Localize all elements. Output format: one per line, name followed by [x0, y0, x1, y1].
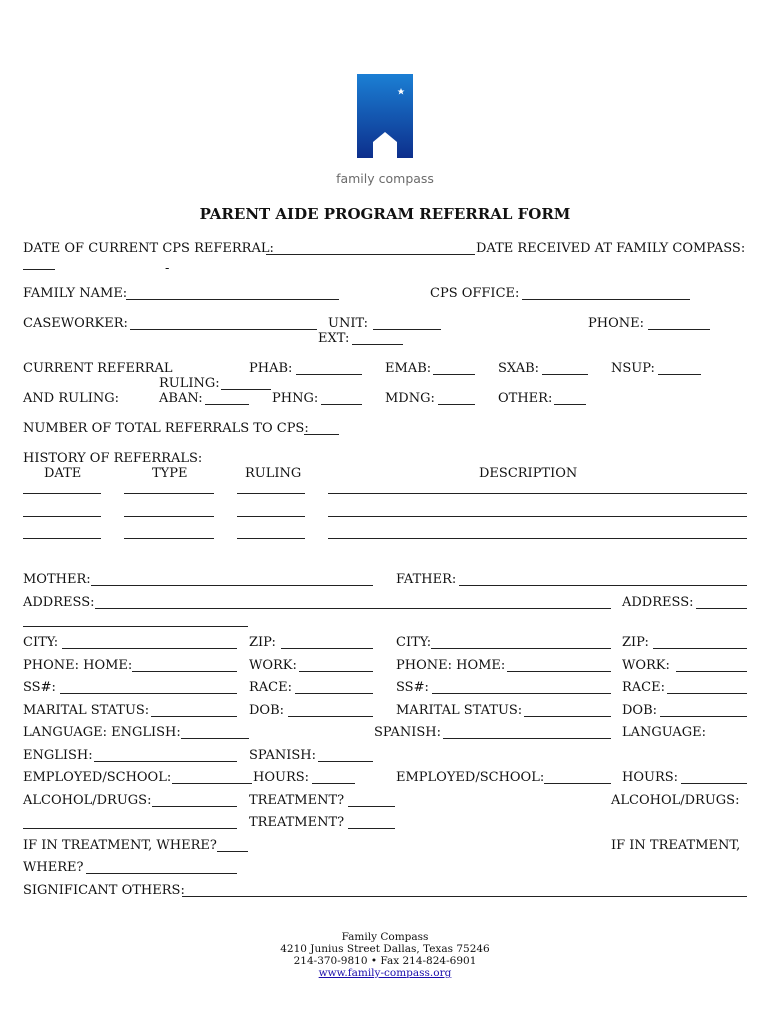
address2-field[interactable] — [696, 608, 747, 609]
race-field[interactable] — [295, 693, 373, 694]
zip-field[interactable] — [281, 648, 373, 649]
language-english-field[interactable] — [181, 738, 249, 739]
marital2-field[interactable] — [524, 716, 611, 717]
where-label: WHERE? — [23, 860, 84, 875]
aban-label: ABAN: — [159, 391, 203, 406]
zip-label: ZIP: — [249, 635, 276, 650]
city-field[interactable] — [62, 648, 237, 649]
address2-label: ADDRESS: — [622, 595, 694, 610]
dash-text: - — [165, 261, 170, 276]
nsup-field[interactable] — [658, 374, 701, 375]
mdng-field[interactable] — [438, 404, 475, 405]
if-treatment-label: IF IN TREATMENT, WHERE? — [23, 838, 217, 853]
mdng-label: MDNG: — [385, 391, 435, 406]
father-label: FATHER: — [396, 572, 457, 587]
treatment-field[interactable] — [348, 806, 395, 807]
family-name-label: FAMILY NAME: — [23, 286, 128, 301]
phone-home2-field[interactable] — [507, 671, 611, 672]
date-received-label: DATE RECEIVED AT FAMILY COMPASS: — [476, 241, 746, 256]
brand-name: family compass — [336, 171, 434, 186]
total-referrals-label: NUMBER OF TOTAL REFERRALS TO CPS: — [23, 421, 309, 436]
work-label: WORK: — [249, 658, 297, 673]
dob2-label: DOB: — [622, 703, 658, 718]
address-continued-field[interactable] — [23, 626, 248, 627]
alcohol-field[interactable] — [152, 806, 237, 807]
ss2-field[interactable] — [432, 693, 611, 694]
work2-field[interactable] — [676, 671, 747, 672]
ss-label: SS#: — [23, 680, 56, 695]
ext-label: EXT: — [318, 331, 350, 346]
dob2-field[interactable] — [660, 716, 747, 717]
ext-field[interactable] — [352, 344, 403, 345]
history-description-field[interactable] — [328, 516, 747, 517]
history-type-field[interactable] — [124, 493, 214, 494]
if-treatment-field[interactable] — [217, 851, 248, 852]
ss2-label: SS#: — [396, 680, 429, 695]
employed2-field[interactable] — [544, 783, 611, 784]
treatment2-label: TREATMENT? — [249, 815, 345, 830]
employed-label: EMPLOYED/SCHOOL: — [23, 770, 172, 785]
footer-address: 4210 Junius Street Dallas, Texas 75246 — [280, 943, 490, 955]
phone-home-label: PHONE: HOME: — [23, 658, 133, 673]
spanish-label: SPANISH: — [374, 725, 441, 740]
total-referrals-field[interactable] — [304, 434, 339, 435]
caseworker-field[interactable] — [130, 329, 317, 330]
phone-field[interactable] — [648, 329, 710, 330]
language-label: LANGUAGE: — [622, 725, 706, 740]
footer-website-link[interactable]: www.family-compass.org — [318, 967, 452, 979]
race2-label: RACE: — [622, 680, 665, 695]
cps-office-field[interactable] — [522, 299, 690, 300]
city2-field[interactable] — [431, 648, 611, 649]
employed2-label: EMPLOYED/SCHOOL: — [396, 770, 545, 785]
race2-field[interactable] — [667, 693, 747, 694]
emab-label: EMAB: — [385, 361, 432, 376]
spanish2-field[interactable] — [318, 761, 373, 762]
history-ruling-field[interactable] — [237, 538, 305, 539]
sxab-label: SXAB: — [498, 361, 540, 376]
marital2-label: MARITAL STATUS: — [396, 703, 523, 718]
dob-field[interactable] — [288, 716, 373, 717]
english-field[interactable] — [94, 761, 237, 762]
if-treatment2-label: IF IN TREATMENT, — [611, 838, 741, 853]
sxab-field[interactable] — [542, 374, 588, 375]
history-date-field[interactable] — [23, 538, 101, 539]
history-date-field[interactable] — [23, 493, 101, 494]
footer-phones: 214-370-9810 • Fax 214-824-6901 — [293, 955, 477, 967]
phng-label: PHNG: — [272, 391, 319, 406]
spanish2-label: SPANISH: — [249, 748, 316, 763]
significant-others-label: SIGNIFICANT OTHERS: — [23, 883, 185, 898]
mother-field[interactable] — [91, 585, 373, 586]
zip2-label: ZIP: — [622, 635, 649, 650]
and-ruling-label: AND RULING: — [23, 391, 119, 406]
history-description-field[interactable] — [328, 493, 747, 494]
work2-label: WORK: — [622, 658, 670, 673]
family-name-field[interactable] — [126, 299, 339, 300]
hours-field[interactable] — [312, 783, 355, 784]
ruling-label: RULING: — [159, 376, 220, 391]
history-label: HISTORY OF REFERRALS: — [23, 451, 203, 466]
alcohol-label: ALCOHOL/DRUGS: — [23, 793, 152, 808]
date-cps-label: DATE OF CURRENT CPS REFERRAL: — [23, 241, 274, 256]
spanish-field[interactable] — [443, 738, 611, 739]
race-label: RACE: — [249, 680, 292, 695]
date-cps-field[interactable] — [266, 254, 475, 255]
city-label: CITY: — [23, 635, 59, 650]
address-label: ADDRESS: — [23, 595, 95, 610]
unit-label: UNIT: — [328, 316, 369, 331]
ruling-field[interactable] — [221, 389, 271, 390]
phone-home-field[interactable] — [132, 671, 237, 672]
aban-field[interactable] — [205, 404, 249, 405]
father-field[interactable] — [459, 585, 747, 586]
phab-field[interactable] — [296, 374, 362, 375]
history-ruling-field[interactable] — [237, 493, 305, 494]
history-type-field[interactable] — [124, 538, 214, 539]
footer-org: Family Compass — [341, 931, 429, 943]
phone-home2-label: PHONE: HOME: — [396, 658, 506, 673]
phng-field[interactable] — [321, 404, 362, 405]
english-label: ENGLISH: — [23, 748, 93, 763]
mother-label: MOTHER: — [23, 572, 91, 587]
dob-label: DOB: — [249, 703, 285, 718]
family-compass-logo — [357, 74, 413, 158]
history-type-field[interactable] — [124, 516, 214, 517]
other-label: OTHER: — [498, 391, 553, 406]
where-field[interactable] — [86, 873, 237, 874]
alcohol2-field[interactable] — [23, 828, 237, 829]
current-referral-label: CURRENT REFERRAL — [23, 361, 173, 376]
hours2-label: HOURS: — [622, 770, 679, 785]
marital-label: MARITAL STATUS: — [23, 703, 150, 718]
other-field[interactable] — [554, 404, 586, 405]
treatment2-field[interactable] — [348, 828, 395, 829]
history-ruling-field[interactable] — [237, 516, 305, 517]
history-col-type: TYPE — [152, 466, 188, 481]
history-col-ruling: RULING — [245, 466, 302, 481]
logo-house-icon — [357, 74, 413, 158]
history-description-field[interactable] — [328, 538, 747, 539]
language-english-label: LANGUAGE: ENGLISH: — [23, 725, 181, 740]
nsup-label: NSUP: — [611, 361, 655, 376]
employed-field[interactable] — [172, 783, 252, 784]
form-title: PARENT AIDE PROGRAM REFERRAL FORM — [199, 205, 571, 223]
cps-office-label: CPS OFFICE: — [430, 286, 520, 301]
history-date-field[interactable] — [23, 516, 101, 517]
history-col-description: DESCRIPTION — [479, 466, 578, 481]
hours2-field[interactable] — [681, 783, 747, 784]
significant-others-field[interactable] — [182, 896, 747, 897]
date-received-field[interactable] — [23, 269, 55, 270]
emab-field[interactable] — [433, 374, 475, 375]
hours-label: HOURS: — [253, 770, 310, 785]
history-col-date: DATE — [44, 466, 82, 481]
marital-field[interactable] — [151, 716, 237, 717]
city2-label: CITY: — [396, 635, 432, 650]
unit-field[interactable] — [373, 329, 441, 330]
work-field[interactable] — [299, 671, 373, 672]
ss-field[interactable] — [60, 693, 237, 694]
phab-label: PHAB: — [249, 361, 293, 376]
caseworker-label: CASEWORKER: — [23, 316, 128, 331]
alcohol2-label: ALCOHOL/DRUGS: — [611, 793, 740, 808]
address-field[interactable] — [95, 608, 611, 609]
treatment-label: TREATMENT? — [249, 793, 345, 808]
phone-label: PHONE: — [588, 316, 644, 331]
zip2-field[interactable] — [653, 648, 747, 649]
